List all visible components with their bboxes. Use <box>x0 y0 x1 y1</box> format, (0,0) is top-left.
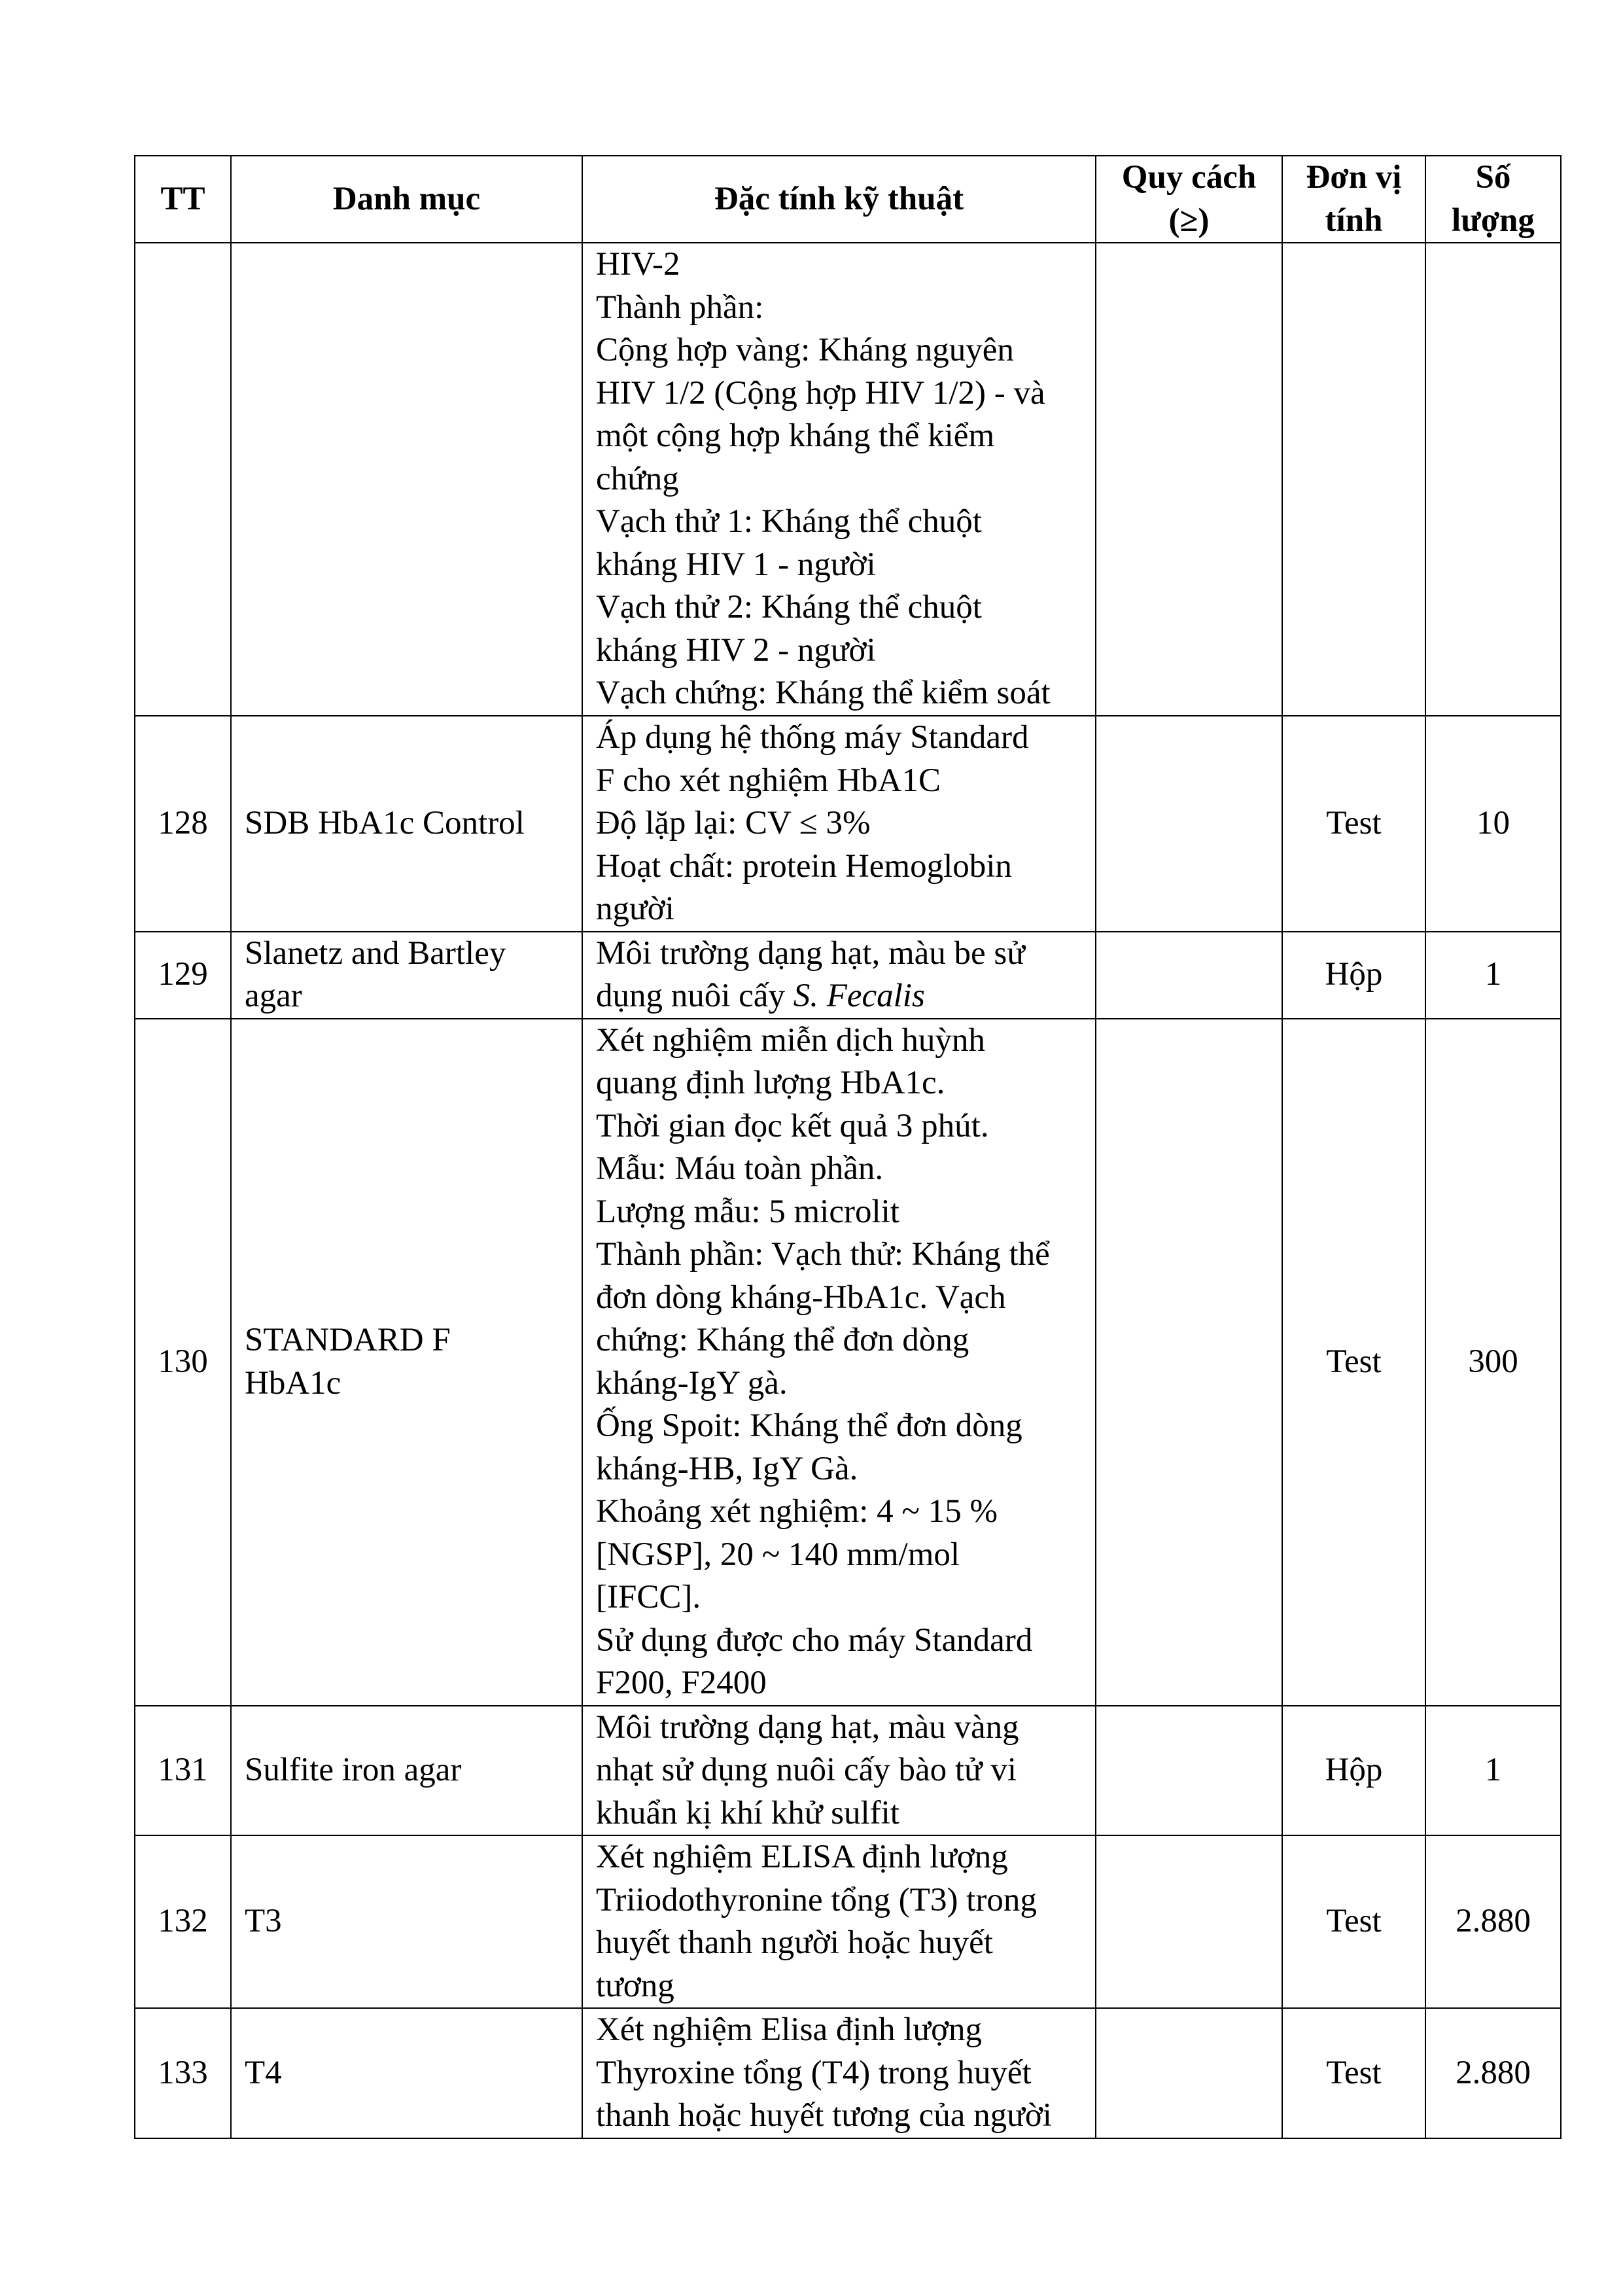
row-spec <box>582 1019 1096 1706</box>
row-tt <box>135 243 231 716</box>
header-pack <box>1096 156 1282 243</box>
row-unit: Test <box>1282 2008 1425 2138</box>
row-spec-text: dụng nuôi cấy <box>596 978 794 1014</box>
row-tt: 133 <box>135 2008 231 2138</box>
row-spec-line: Ống Spoit: Kháng thể đơn dòng <box>596 1407 1022 1444</box>
row-spec-line: Xét nghiệm miễn dịch huỳnh <box>596 1021 985 1059</box>
row-name-line: agar <box>245 978 302 1014</box>
row-tt: 128 <box>135 716 231 932</box>
table-row <box>135 1019 1561 1706</box>
row-pack <box>1096 2008 1282 2138</box>
row-pack <box>1096 1019 1282 1706</box>
row-unit <box>1282 243 1425 716</box>
row-spec-line: chứng: Kháng thể đơn dòng <box>596 1322 969 1358</box>
row-name-line: Sulfite iron agar <box>245 1752 462 1788</box>
row-spec <box>582 716 1096 932</box>
row-spec <box>582 1706 1096 1836</box>
row-spec-line: quang định lượng HbA1c. <box>596 1065 945 1101</box>
row-spec-line: Mẫu: Máu toàn phần. <box>596 1150 884 1187</box>
row-spec-line: Xét nghiệm ELISA định lượng <box>596 1839 1008 1875</box>
row-name-line: SDB HbA1c Control <box>245 805 525 841</box>
row-name <box>231 716 582 932</box>
row-spec-line: [IFCC]. <box>596 1579 701 1616</box>
row-spec-line: F cho xét nghiệm HbA1C <box>596 762 941 799</box>
header-tt: TT <box>135 156 231 243</box>
header-unit-line1: Đơn vị <box>1306 159 1402 196</box>
row-spec-line: Thành phần: <box>596 289 764 326</box>
row-name-line: T4 <box>245 2054 282 2091</box>
row-name <box>231 1706 582 1836</box>
specification-table <box>134 155 1562 2139</box>
table-row <box>135 243 1561 716</box>
row-spec <box>582 932 1096 1019</box>
header-qty <box>1425 156 1561 243</box>
row-spec-species: S. Fecalis <box>793 978 925 1014</box>
row-spec-line: thanh hoặc huyết tương của người <box>596 2097 1052 2134</box>
row-spec-line: nhạt sử dụng nuôi cấy bào tử vi <box>596 1752 1017 1788</box>
header-pack-line2: (≥) <box>1168 202 1210 239</box>
table-row <box>135 1706 1561 1836</box>
row-spec-line: F200, F2400 <box>596 1665 767 1701</box>
header-name: Danh mục <box>231 156 582 243</box>
row-name-line: T3 <box>245 1903 282 1940</box>
row-name <box>231 2008 582 2138</box>
row-spec-line: kháng-IgY gà. <box>596 1364 788 1402</box>
row-spec-line: kháng HIV 2 - người <box>596 631 876 669</box>
table-row <box>135 1835 1561 2008</box>
row-pack <box>1096 1706 1282 1836</box>
row-spec-line: một cộng hợp kháng thể kiểm <box>596 417 995 455</box>
header-pack-line1: Quy cách <box>1121 159 1257 196</box>
row-spec-line: huyết thanh người hoặc huyết <box>596 1924 993 1961</box>
row-pack <box>1096 243 1282 716</box>
row-spec <box>582 1835 1096 2008</box>
row-qty: 1 <box>1425 1706 1561 1836</box>
row-spec-line: Thời gian đọc kết quả 3 phút. <box>596 1107 989 1144</box>
row-spec-line: Môi trường dạng hạt, màu be sử <box>596 934 1025 972</box>
row-spec-line: HIV 1/2 (Cộng hợp HIV 1/2) - và <box>596 374 1045 412</box>
row-tt: 129 <box>135 932 231 1019</box>
row-name <box>231 243 582 716</box>
row-qty: 300 <box>1425 1019 1561 1706</box>
row-spec <box>582 2008 1096 2138</box>
row-spec-line: Lượng mẫu: 5 microlit <box>596 1193 899 1230</box>
row-tt: 130 <box>135 1019 231 1706</box>
row-spec-line: Thyroxine tổng (T4) trong huyết <box>596 2054 1032 2091</box>
row-spec-line: Môi trường dạng hạt, màu vàng <box>596 1708 1019 1746</box>
row-spec-line: Vạch thử 1: Kháng thể chuột <box>596 503 982 540</box>
row-spec-line: Thành phần: Vạch thử: Kháng thể <box>596 1236 1050 1273</box>
row-unit: Test <box>1282 1835 1425 2008</box>
table-header-row <box>135 156 1561 243</box>
row-pack <box>1096 1835 1282 2008</box>
row-spec-line: kháng-HB, IgY Gà. <box>596 1450 858 1487</box>
row-tt: 132 <box>135 1835 231 2008</box>
header-spec: Đặc tính kỹ thuật <box>582 156 1096 243</box>
row-spec-line: HIV-2 <box>596 246 680 283</box>
row-tt: 131 <box>135 1706 231 1836</box>
row-spec-line: Áp dụng hệ thống máy Standard <box>596 719 1029 756</box>
header-unit-line2: tính <box>1325 202 1383 239</box>
row-unit: Hộp <box>1282 932 1425 1019</box>
row-name-line: HbA1c <box>245 1364 341 1402</box>
row-spec-line: Sử dụng được cho máy Standard <box>596 1621 1033 1659</box>
header-qty-line1: Số <box>1475 159 1511 196</box>
row-qty: 2.880 <box>1425 2008 1561 2138</box>
row-spec-line: Hoạt chất: protein Hemoglobin <box>596 847 1012 885</box>
row-qty: 2.880 <box>1425 1835 1561 2008</box>
row-spec-line: chứng <box>596 460 679 497</box>
row-spec-line: Vạch thử 2: Kháng thể chuột <box>596 589 982 626</box>
row-spec-line: Xét nghiệm Elisa định lượng <box>596 2011 983 2048</box>
row-spec-line <box>596 975 1082 1018</box>
row-unit: Hộp <box>1282 1706 1425 1836</box>
row-qty: 10 <box>1425 716 1561 932</box>
row-name-line: STANDARD F <box>245 1322 451 1358</box>
row-name-line: Slanetz and Bartley <box>245 934 506 972</box>
header-qty-line2: lượng <box>1452 202 1535 239</box>
row-spec-line: khuẩn kị khí khử sulfit <box>596 1794 899 1831</box>
row-spec-line: Cộng hợp vàng: Kháng nguyên <box>596 332 1014 369</box>
row-spec-line: Vạch chứng: Kháng thể kiểm soát <box>596 675 1051 712</box>
header-unit <box>1282 156 1425 243</box>
table-row <box>135 2008 1561 2138</box>
row-unit: Test <box>1282 716 1425 932</box>
row-spec-line: Độ lặp lại: CV ≤ 3% <box>596 805 871 841</box>
row-spec-line: người <box>596 891 674 927</box>
row-pack <box>1096 716 1282 932</box>
table-row <box>135 716 1561 932</box>
table-row <box>135 932 1561 1019</box>
row-name <box>231 1019 582 1706</box>
row-qty: 1 <box>1425 932 1561 1019</box>
row-spec-line: kháng HIV 1 - người <box>596 546 876 583</box>
row-spec <box>582 243 1096 716</box>
row-spec-line: tương <box>596 1967 674 2004</box>
row-spec-line: đơn dòng kháng-HbA1c. Vạch <box>596 1279 1006 1316</box>
row-qty <box>1425 243 1561 716</box>
row-name <box>231 932 582 1019</box>
row-spec-line: Triiodothyronine tổng (T3) trong <box>596 1881 1037 1918</box>
row-name <box>231 1835 582 2008</box>
row-spec-line: Khoảng xét nghiệm: 4 ~ 15 % <box>596 1493 998 1530</box>
row-unit: Test <box>1282 1019 1425 1706</box>
row-pack <box>1096 932 1282 1019</box>
row-spec-line: [NGSP], 20 ~ 140 mm/mol <box>596 1536 960 1573</box>
